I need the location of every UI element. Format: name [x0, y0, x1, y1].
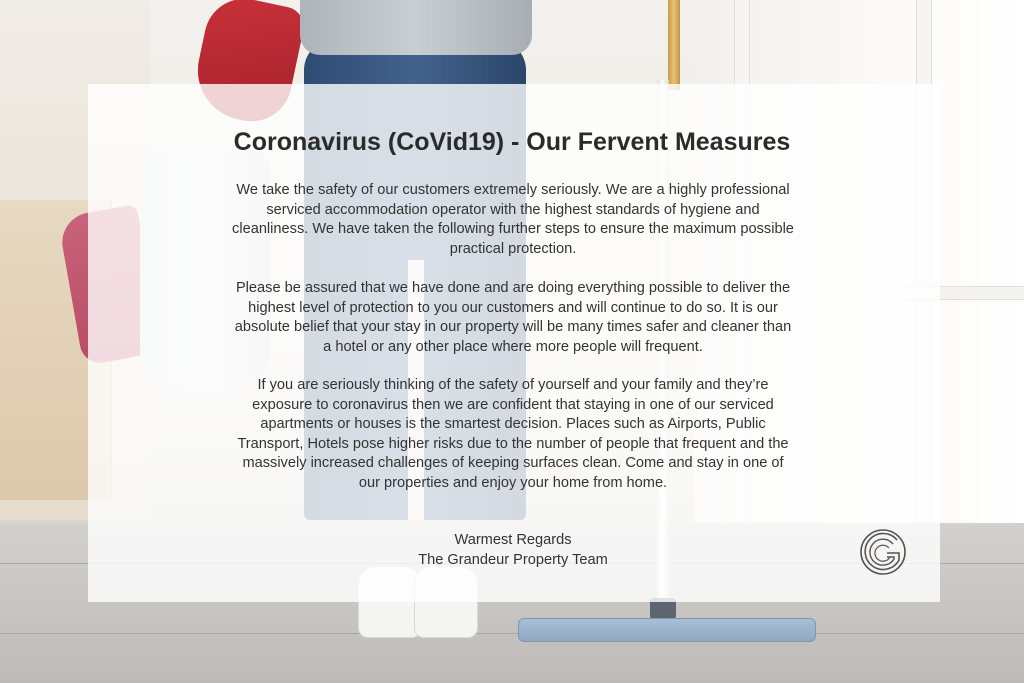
paragraph-line: practical protection. — [449, 240, 577, 257]
mop-head — [518, 618, 816, 642]
paragraph-line: exposure to coronavirus then we are confident that staying in one of our serviced — [252, 396, 774, 413]
paragraph-line: serviced accommodation operator with the highest standards of hygiene and — [266, 201, 760, 218]
paragraph-line: cleanliness. We have taken the following further steps to ensure the maximum possible — [232, 221, 794, 237]
floor-tile-line — [0, 633, 1024, 634]
paragraph-line: our properties and enjoy your home from home. — [358, 474, 668, 491]
paragraph-line: a hotel or any other place where more people will frequent. — [323, 338, 703, 355]
paragraph-assurance — [200, 279, 826, 357]
paragraph-recommendation — [200, 376, 826, 493]
paragraph-line: Transport, Hotels pose higher risks due to the number of people that frequent and the — [237, 435, 789, 452]
signature-text: The Grandeur Property Team — [418, 551, 608, 568]
paragraph-line: We take the safety of our customers extremely seriously. We are a highly professional — [236, 182, 790, 198]
closing-text: Warmest Regards — [454, 532, 572, 548]
paragraph-line: Please be assured that we have done and are doing everything possible to deliver the — [235, 280, 791, 296]
sign-off — [200, 531, 826, 570]
paragraph-line: apartments or houses is the smartest decision. Places such as Airports, Public — [260, 416, 766, 432]
paragraph-line: absolute belief that your stay in our property will be many times safer and cleaner than — [234, 319, 792, 335]
paragraph-line: If you are seriously thinking of the safety of yourself and your family and they’re — [257, 377, 769, 393]
person-shirt — [300, 0, 532, 55]
paragraph-line: massively increased challenges of keeping surfaces clean. Come and stay in one of — [242, 455, 784, 471]
grandeur-g-logo-icon — [857, 526, 911, 578]
paragraph-safety — [200, 181, 826, 259]
background-pole — [668, 0, 680, 90]
notice-title: Coronavirus (CoVid19) - Our Fervent Measures — [233, 128, 791, 156]
paragraph-line: highest level of protection to you our customers and will continue to do so. It is our — [248, 299, 778, 316]
